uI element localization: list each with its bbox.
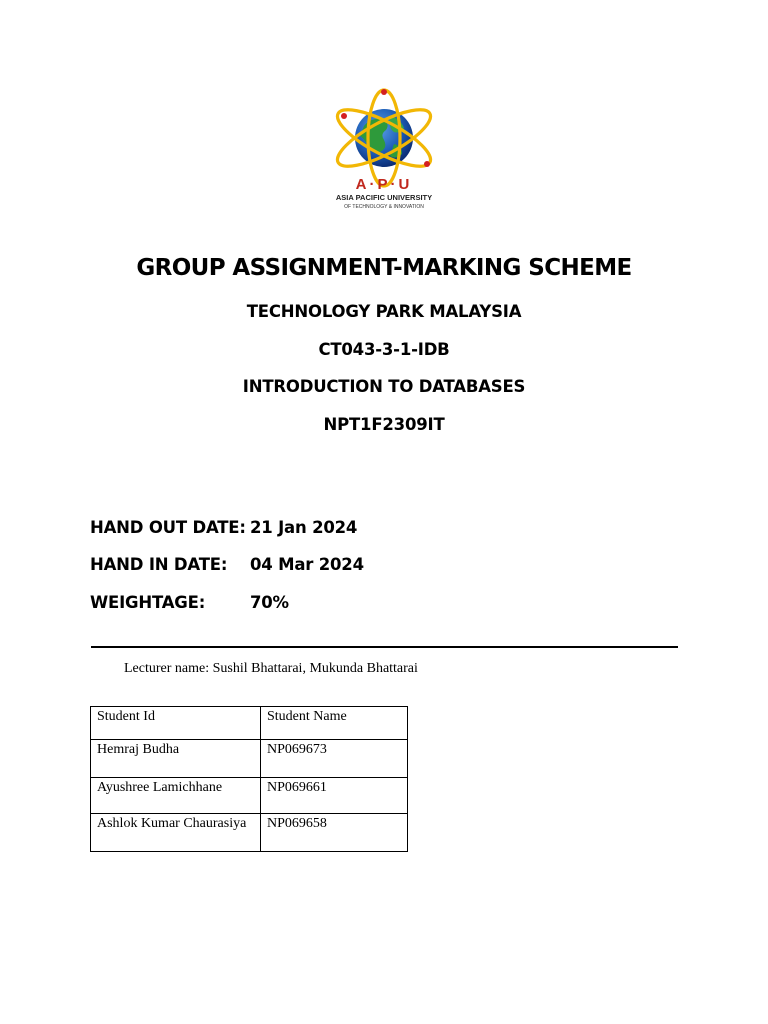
lecturer-name: Lecturer name: Sushil Bhattarai, Mukunda Bhattarai (124, 661, 418, 676)
weightage-value: 70% (250, 593, 289, 612)
table-cell: Ashlok Kumar Chaurasiya (91, 814, 261, 852)
hand-in-date-value: 04 Mar 2024 (250, 555, 364, 574)
table-row (91, 778, 408, 814)
table-cell: NP069661 (261, 778, 408, 814)
table-cell: NP069658 (261, 814, 408, 852)
document-title: GROUP ASSIGNMENT-MARKING SCHEME (136, 255, 632, 281)
logo-name-line1: ASIA PACIFIC UNIVERSITY (335, 193, 433, 202)
table-row (91, 740, 408, 778)
table-cell: Ayushree Lamichhane (91, 778, 261, 814)
globe-icon (355, 109, 413, 167)
table-header-cell: Student Name (261, 707, 408, 740)
table-header-row (91, 707, 408, 740)
module-name: INTRODUCTION TO DATABASES (242, 377, 526, 396)
table-row (91, 814, 408, 852)
table-cell: NP069673 (261, 740, 408, 778)
hand-in-date-label: HAND IN DATE: (90, 555, 228, 574)
apu-logo (318, 86, 450, 214)
campus-name: TECHNOLOGY PARK MALAYSIA (246, 302, 522, 321)
horizontal-divider (91, 646, 678, 648)
hand-out-date-label: HAND OUT DATE: (90, 518, 246, 537)
student-table (90, 706, 408, 852)
weightage-label: WEIGHTAGE: (90, 593, 206, 612)
logo-acronym: A·P·U (355, 176, 413, 193)
hand-out-date-value: 21 Jan 2024 (250, 518, 358, 537)
table-cell: Hemraj Budha (91, 740, 261, 778)
logo-name-line2: OF TECHNOLOGY & INNOVATION (344, 204, 424, 210)
intake-code: NPT1F2309IT (323, 415, 445, 434)
module-code: CT043-3-1-IDB (318, 340, 450, 359)
table-header-cell: Student Id (91, 707, 261, 740)
